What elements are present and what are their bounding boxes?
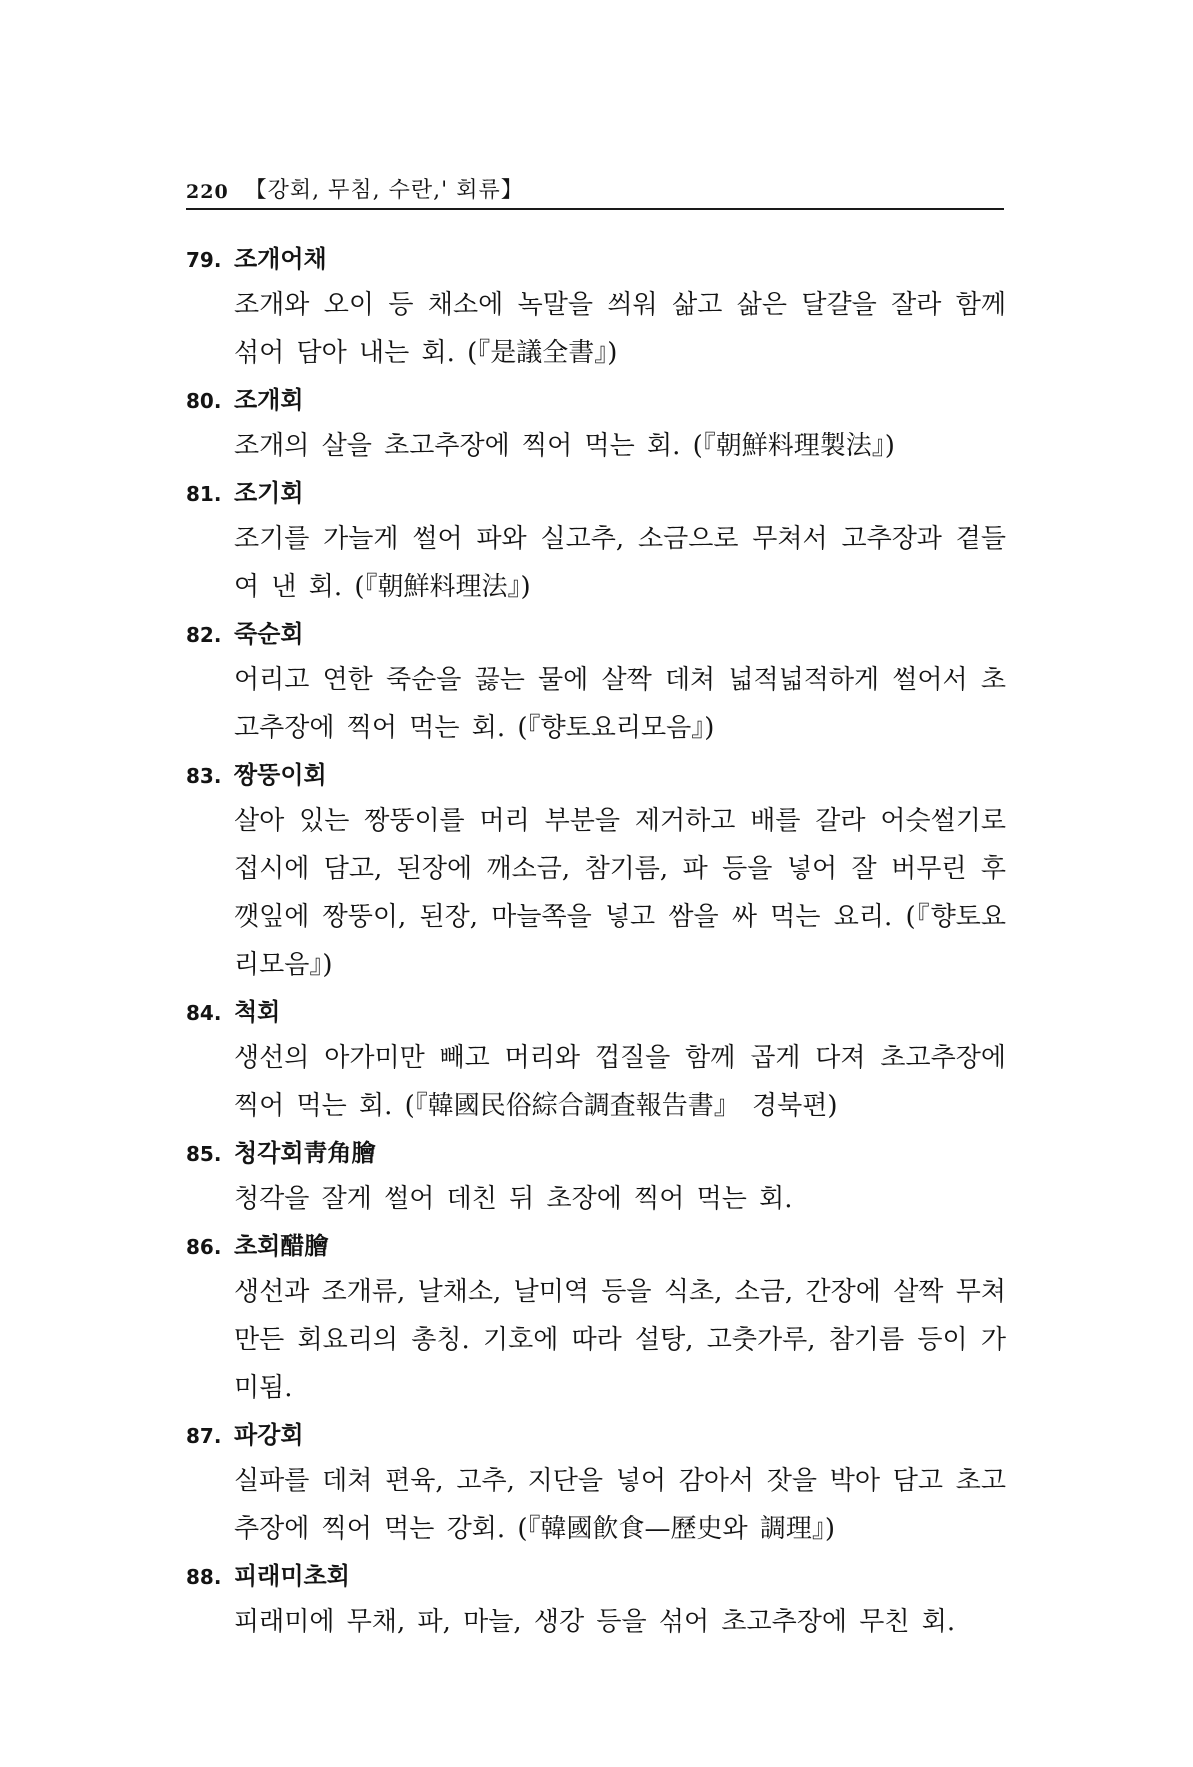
entry-title <box>186 1553 1006 1598</box>
entry-name: 짱뚱이회 <box>234 760 327 789</box>
entry-name: 척회 <box>234 997 281 1026</box>
entry-number: 82. <box>186 623 222 647</box>
entry-title <box>186 752 1006 797</box>
entry-85 <box>186 1130 1006 1223</box>
entry-description: 살아 있는 짱뚱이를 머리 부분을 제거하고 배를 갈라 어슷썰기로 접시에 담고, 된장에 깨소금, 참기름, 파 등을 넣어 잘 버무린 후 깻잎에 짱뚱이, 된장, 마늘쪽을 넣고 쌈을 싸 먹는 요리. (『향토요리모음』) <box>234 806 1006 980</box>
entry-title <box>186 989 1006 1034</box>
entry-title <box>186 470 1006 515</box>
entry-number: 88. <box>186 1565 222 1589</box>
entry-description: 조기를 가늘게 썰어 파와 실고추, 소금으로 무쳐서 고추장과 곁들여 낸 회. (『朝鮮料理法』) <box>234 524 1006 602</box>
entry-83 <box>186 752 1006 989</box>
entry-80 <box>186 377 1006 470</box>
entry-description: 실파를 데쳐 편육, 고추, 지단을 넣어 감아서 잣을 박아 담고 초고추장에 찍어 먹는 강회. (『韓國飮食—歷史와 調理』) <box>234 1466 1006 1544</box>
entry-name: 조개어채 <box>234 244 327 273</box>
entry-description: 생선과 조개류, 날채소, 날미역 등을 식초, 소금, 간장에 살짝 무쳐 만든 회요리의 총칭. 기호에 따라 설탕, 고춧가루, 참기름 등이 가미됨. <box>234 1277 1006 1403</box>
entry-number: 85. <box>186 1142 222 1166</box>
entry-number: 86. <box>186 1235 222 1259</box>
entry-description: 조개와 오이 등 채소에 녹말을 씌워 삶고 삶은 달걀을 잘라 함께 섞어 담아 내는 회. (『是議全書』) <box>234 290 1006 368</box>
entry-name: 파강회 <box>234 1420 304 1449</box>
entry-number: 84. <box>186 1001 222 1025</box>
entry-87 <box>186 1412 1006 1553</box>
entry-description: 청각을 잘게 썰어 데친 뒤 초장에 찍어 먹는 회. <box>234 1184 793 1214</box>
page-number: 220 <box>186 181 229 203</box>
entry-title <box>186 1412 1006 1457</box>
running-head <box>186 170 1004 210</box>
entry-title <box>186 377 1006 422</box>
entry-88 <box>186 1553 1006 1646</box>
entry-name: 청각회靑角膾 <box>234 1138 376 1167</box>
entry-list <box>186 236 1006 1646</box>
entry-number: 87. <box>186 1424 222 1448</box>
entry-title <box>186 611 1006 656</box>
section-title: 【강회, 무침, 수란,' 회류】 <box>244 178 524 203</box>
entry-name: 죽순회 <box>234 619 304 648</box>
entry-name: 피래미초회 <box>234 1561 350 1590</box>
entry-number: 79. <box>186 248 222 272</box>
entry-name: 초회醋膾 <box>234 1231 329 1260</box>
entry-number: 80. <box>186 389 222 413</box>
entry-name: 조기회 <box>234 478 304 507</box>
entry-number: 81. <box>186 482 222 506</box>
entry-description: 피래미에 무채, 파, 마늘, 생강 등을 섞어 초고추장에 무친 회. <box>234 1607 956 1637</box>
entry-79 <box>186 236 1006 377</box>
entry-title <box>186 236 1006 281</box>
entry-86 <box>186 1223 1006 1412</box>
entry-title <box>186 1130 1006 1175</box>
entry-81 <box>186 470 1006 611</box>
entry-description: 어리고 연한 죽순을 끓는 물에 살짝 데쳐 넓적넓적하게 썰어서 초고추장에 찍어 먹는 회. (『향토요리모음』) <box>234 665 1006 743</box>
entry-name: 조개회 <box>234 385 304 414</box>
entry-number: 83. <box>186 764 222 788</box>
entry-title <box>186 1223 1006 1268</box>
entry-description: 생선의 아가미만 빼고 머리와 껍질을 함께 곱게 다져 초고추장에 찍어 먹는 회. (『韓國民俗綜合調査報告書』 경북편) <box>234 1043 1006 1121</box>
entry-description: 조개의 살을 초고추장에 찍어 먹는 회. (『朝鮮料理製法』) <box>234 431 895 461</box>
entry-82 <box>186 611 1006 752</box>
entry-84 <box>186 989 1006 1130</box>
